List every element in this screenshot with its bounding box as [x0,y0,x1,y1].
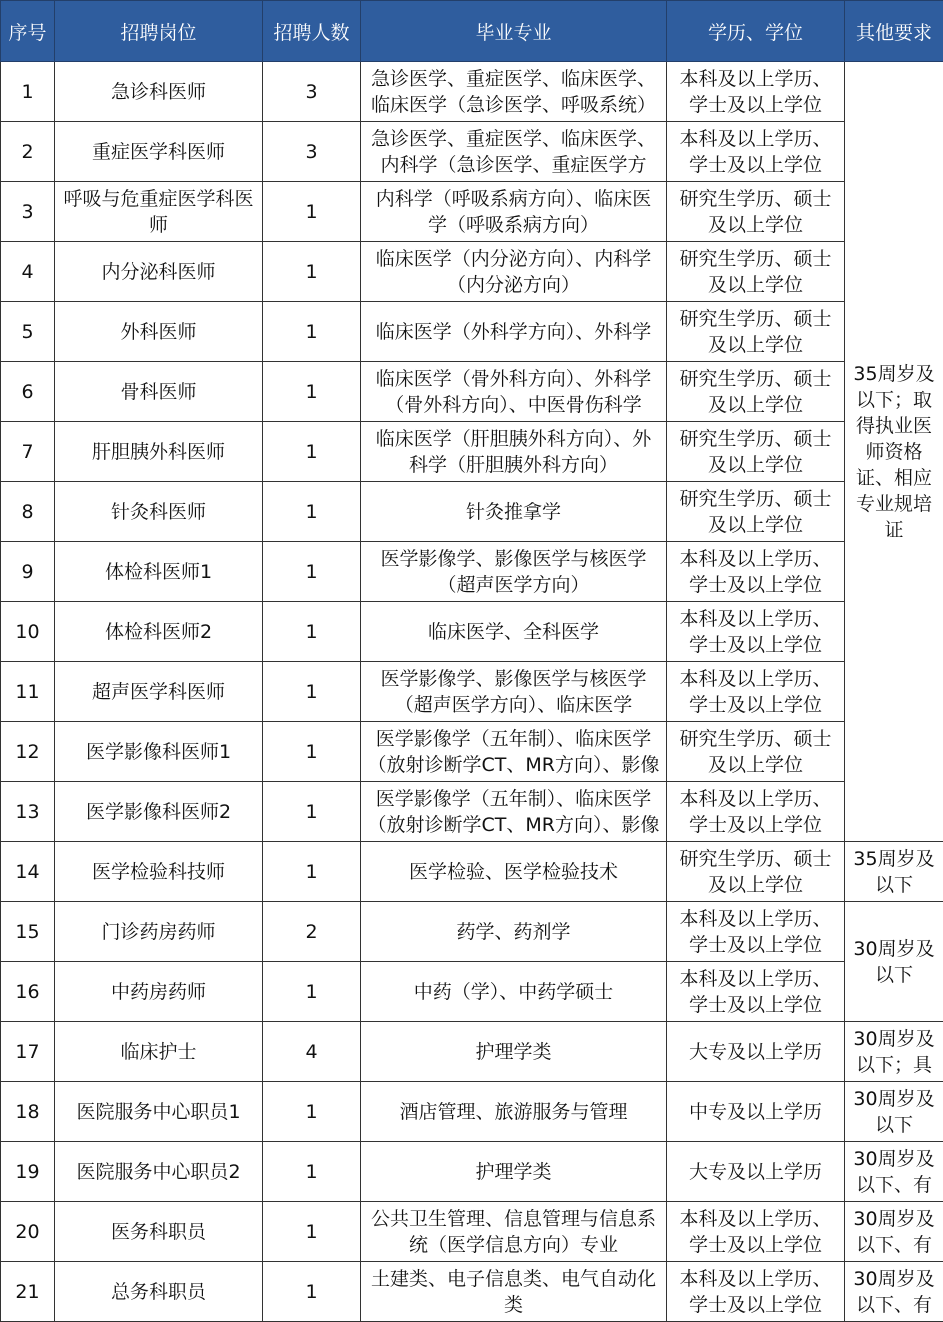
position-text: 中药房药师 [55,979,262,1005]
row-major [361,1022,667,1082]
row-count: 4 [263,1022,361,1082]
major-text: 医学影像学（五年制）、临床医学（放射诊断学CT、MR方向）、影像 [361,726,666,778]
education-text: 本科及以上学历、学士及以上学位 [667,666,844,718]
position-text: 门诊药房药师 [55,919,262,945]
position-text: 医院服务中心职员2 [55,1159,262,1185]
education-text: 研究生学历、硕士及以上学位 [667,246,844,298]
major-text: 医学影像学（五年制）、临床医学（放射诊断学CT、MR方向）、影像 [361,786,666,838]
row-no: 15 [1,902,55,962]
row-position [55,1202,263,1262]
requirement-text: 30周岁及以下 [845,1086,943,1138]
row-no: 6 [1,362,55,422]
row-position [55,962,263,1022]
row-education [667,602,845,662]
row-education [667,482,845,542]
row-position [55,722,263,782]
header-requirements: 其他要求 [845,1,943,62]
row-no: 14 [1,842,55,902]
row-major [361,242,667,302]
row-major [361,422,667,482]
education-text: 研究生学历、硕士及以上学位 [667,306,844,358]
row-position [55,62,263,122]
table-row [1,482,943,542]
education-text: 大专及以上学历 [667,1039,844,1065]
row-no: 2 [1,122,55,182]
education-text: 本科及以上学历、学士及以上学位 [667,66,844,118]
row-major [361,1262,667,1322]
row-no: 21 [1,1262,55,1322]
row-major [361,542,667,602]
row-position [55,1082,263,1142]
education-text: 本科及以上学历、学士及以上学位 [667,786,844,838]
row-major [361,1082,667,1142]
education-text: 研究生学历、硕士及以上学位 [667,426,844,478]
row-major [361,1202,667,1262]
row-count: 1 [263,1142,361,1202]
position-text: 骨科医师 [55,379,262,405]
row-count: 1 [263,1202,361,1262]
position-text: 肝胆胰外科医师 [55,439,262,465]
row-education [667,722,845,782]
education-text: 研究生学历、硕士及以上学位 [667,366,844,418]
requirement-text: 30周岁及以下、有 [845,1146,943,1198]
position-text: 体检科医师1 [55,559,262,585]
education-text: 本科及以上学历、学士及以上学位 [667,1206,844,1258]
row-count: 1 [263,482,361,542]
row-major [361,62,667,122]
row-education [667,62,845,122]
row-major [361,302,667,362]
row-no: 17 [1,1022,55,1082]
education-text: 本科及以上学历、学士及以上学位 [667,546,844,598]
row-position [55,902,263,962]
row-no: 5 [1,302,55,362]
requirement-cell [845,62,943,842]
row-no: 9 [1,542,55,602]
header-position: 招聘岗位 [55,1,263,62]
major-text: 临床医学、全科医学 [361,619,666,645]
row-count: 3 [263,62,361,122]
education-text: 中专及以上学历 [667,1099,844,1125]
table-row [1,602,943,662]
requirement-cell [845,1202,943,1262]
row-no: 20 [1,1202,55,1262]
row-count: 1 [263,362,361,422]
major-text: 土建类、电子信息类、电气自动化类 [361,1266,666,1318]
row-count: 1 [263,722,361,782]
row-no: 12 [1,722,55,782]
row-count: 1 [263,962,361,1022]
row-no: 8 [1,482,55,542]
table-row [1,302,943,362]
row-count: 1 [263,1082,361,1142]
header-count: 招聘人数 [263,1,361,62]
education-text: 研究生学历、硕士及以上学位 [667,486,844,538]
position-text: 医学检验科技师 [55,859,262,885]
row-count: 1 [263,542,361,602]
table-row [1,542,943,602]
major-text: 内科学（呼吸系病方向）、临床医学（呼吸系病方向） [361,186,666,238]
row-no: 18 [1,1082,55,1142]
row-count: 1 [263,782,361,842]
row-no: 19 [1,1142,55,1202]
major-text: 针灸推拿学 [361,499,666,525]
row-count: 1 [263,662,361,722]
header-row [1,1,943,62]
row-education [667,1262,845,1322]
education-text: 本科及以上学历、学士及以上学位 [667,906,844,958]
row-no: 13 [1,782,55,842]
row-major [361,602,667,662]
major-text: 护理学类 [361,1159,666,1185]
row-education [667,902,845,962]
header-major: 毕业专业 [361,1,667,62]
row-count: 1 [263,1262,361,1322]
row-count: 1 [263,842,361,902]
education-text: 本科及以上学历、学士及以上学位 [667,606,844,658]
education-text: 研究生学历、硕士及以上学位 [667,726,844,778]
position-text: 医学影像科医师2 [55,799,262,825]
row-position [55,362,263,422]
position-text: 医院服务中心职员1 [55,1099,262,1125]
row-major [361,362,667,422]
row-education [667,782,845,842]
education-text: 研究生学历、硕士及以上学位 [667,846,844,898]
row-position [55,662,263,722]
table-row [1,122,943,182]
row-no: 3 [1,182,55,242]
education-text: 本科及以上学历、学士及以上学位 [667,126,844,178]
row-position [55,542,263,602]
position-text: 内分泌科医师 [55,259,262,285]
row-major [361,722,667,782]
education-text: 本科及以上学历、学士及以上学位 [667,966,844,1018]
row-count: 1 [263,602,361,662]
requirement-text: 30周岁及以下、有 [845,1266,943,1318]
row-position [55,122,263,182]
education-text: 本科及以上学历、学士及以上学位 [667,1266,844,1318]
row-education [667,662,845,722]
row-count: 2 [263,902,361,962]
row-major [361,662,667,722]
row-count: 1 [263,182,361,242]
row-major [361,842,667,902]
requirement-text: 30周岁及以下；具 [845,1026,943,1078]
table-row [1,722,943,782]
requirement-cell [845,902,943,1022]
major-text: 医学检验、医学检验技术 [361,859,666,885]
row-major [361,482,667,542]
requirement-cell [845,1022,943,1082]
position-text: 呼吸与危重症医学科医师 [55,186,262,238]
row-education [667,1022,845,1082]
row-education [667,362,845,422]
major-text: 临床医学（外科学方向）、外科学 [361,319,666,345]
row-education [667,302,845,362]
header-no: 序号 [1,1,55,62]
requirement-text: 35周岁及以下；取得执业医师资格证、相应专业规培证 [845,361,943,543]
table-row [1,902,943,962]
table-row [1,962,943,1022]
row-count: 1 [263,422,361,482]
education-text: 大专及以上学历 [667,1159,844,1185]
requirement-text: 30周岁及以下 [845,936,943,988]
position-text: 总务科职员 [55,1279,262,1305]
row-position [55,422,263,482]
row-education [667,1202,845,1262]
row-major [361,182,667,242]
table-row [1,422,943,482]
position-text: 外科医师 [55,319,262,345]
position-text: 医务科职员 [55,1219,262,1245]
row-major [361,782,667,842]
row-major [361,122,667,182]
row-education [667,122,845,182]
row-position [55,242,263,302]
major-text: 公共卫生管理、信息管理与信息系统（医学信息方向）专业 [361,1206,666,1258]
row-education [667,1142,845,1202]
row-count: 3 [263,122,361,182]
row-count: 1 [263,242,361,302]
row-position [55,782,263,842]
table-row [1,1142,943,1202]
position-text: 医学影像科医师1 [55,739,262,765]
major-text: 临床医学（肝胆胰外科方向）、外科学（肝胆胰外科方向） [361,426,666,478]
table-row [1,1082,943,1142]
major-text: 临床医学（内分泌方向）、内科学（内分泌方向） [361,246,666,298]
position-text: 超声医学科医师 [55,679,262,705]
major-text: 医学影像学、影像医学与核医学（超声医学方向）、临床医学 [361,666,666,718]
row-no: 11 [1,662,55,722]
major-text: 医学影像学、影像医学与核医学（超声医学方向） [361,546,666,598]
row-education [667,542,845,602]
education-text: 研究生学历、硕士及以上学位 [667,186,844,238]
row-major [361,1142,667,1202]
position-text: 体检科医师2 [55,619,262,645]
row-education [667,962,845,1022]
major-text: 护理学类 [361,1039,666,1065]
row-position [55,1262,263,1322]
major-text: 药学、药剂学 [361,919,666,945]
requirement-text: 35周岁及以下 [845,846,943,898]
major-text: 急诊医学、重症医学、临床医学、内科学（急诊医学、重症医学方 [361,126,666,178]
row-education [667,422,845,482]
major-text: 急诊医学、重症医学、临床医学、临床医学（急诊医学、呼吸系统） [361,66,666,118]
row-position [55,602,263,662]
row-major [361,962,667,1022]
table-row [1,62,943,122]
table-row [1,242,943,302]
row-no: 7 [1,422,55,482]
requirement-text: 30周岁及以下、有 [845,1206,943,1258]
major-text: 酒店管理、旅游服务与管理 [361,1099,666,1125]
row-position [55,482,263,542]
table-row [1,662,943,722]
major-text: 临床医学（骨外科方向）、外科学（骨外科方向）、中医骨伤科学 [361,366,666,418]
row-position [55,302,263,362]
table-row [1,1022,943,1082]
header-education: 学历、学位 [667,1,845,62]
row-education [667,1082,845,1142]
row-no: 10 [1,602,55,662]
requirement-cell [845,1262,943,1322]
table-row [1,1202,943,1262]
major-text: 中药（学）、中药学硕士 [361,979,666,1005]
row-position [55,842,263,902]
row-position [55,1142,263,1202]
requirement-cell [845,1082,943,1142]
row-count: 1 [263,302,361,362]
row-education [667,182,845,242]
row-position [55,182,263,242]
row-no: 1 [1,62,55,122]
row-no: 16 [1,962,55,1022]
table-row [1,362,943,422]
row-position [55,1022,263,1082]
table-row [1,1262,943,1322]
table-row [1,782,943,842]
row-no: 4 [1,242,55,302]
position-text: 重症医学科医师 [55,139,262,165]
position-text: 针灸科医师 [55,499,262,525]
row-education [667,842,845,902]
table-row [1,182,943,242]
row-education [667,242,845,302]
requirement-cell [845,842,943,902]
position-text: 临床护士 [55,1039,262,1065]
requirement-cell [845,1142,943,1202]
table-row [1,842,943,902]
row-major [361,902,667,962]
position-text: 急诊科医师 [55,79,262,105]
